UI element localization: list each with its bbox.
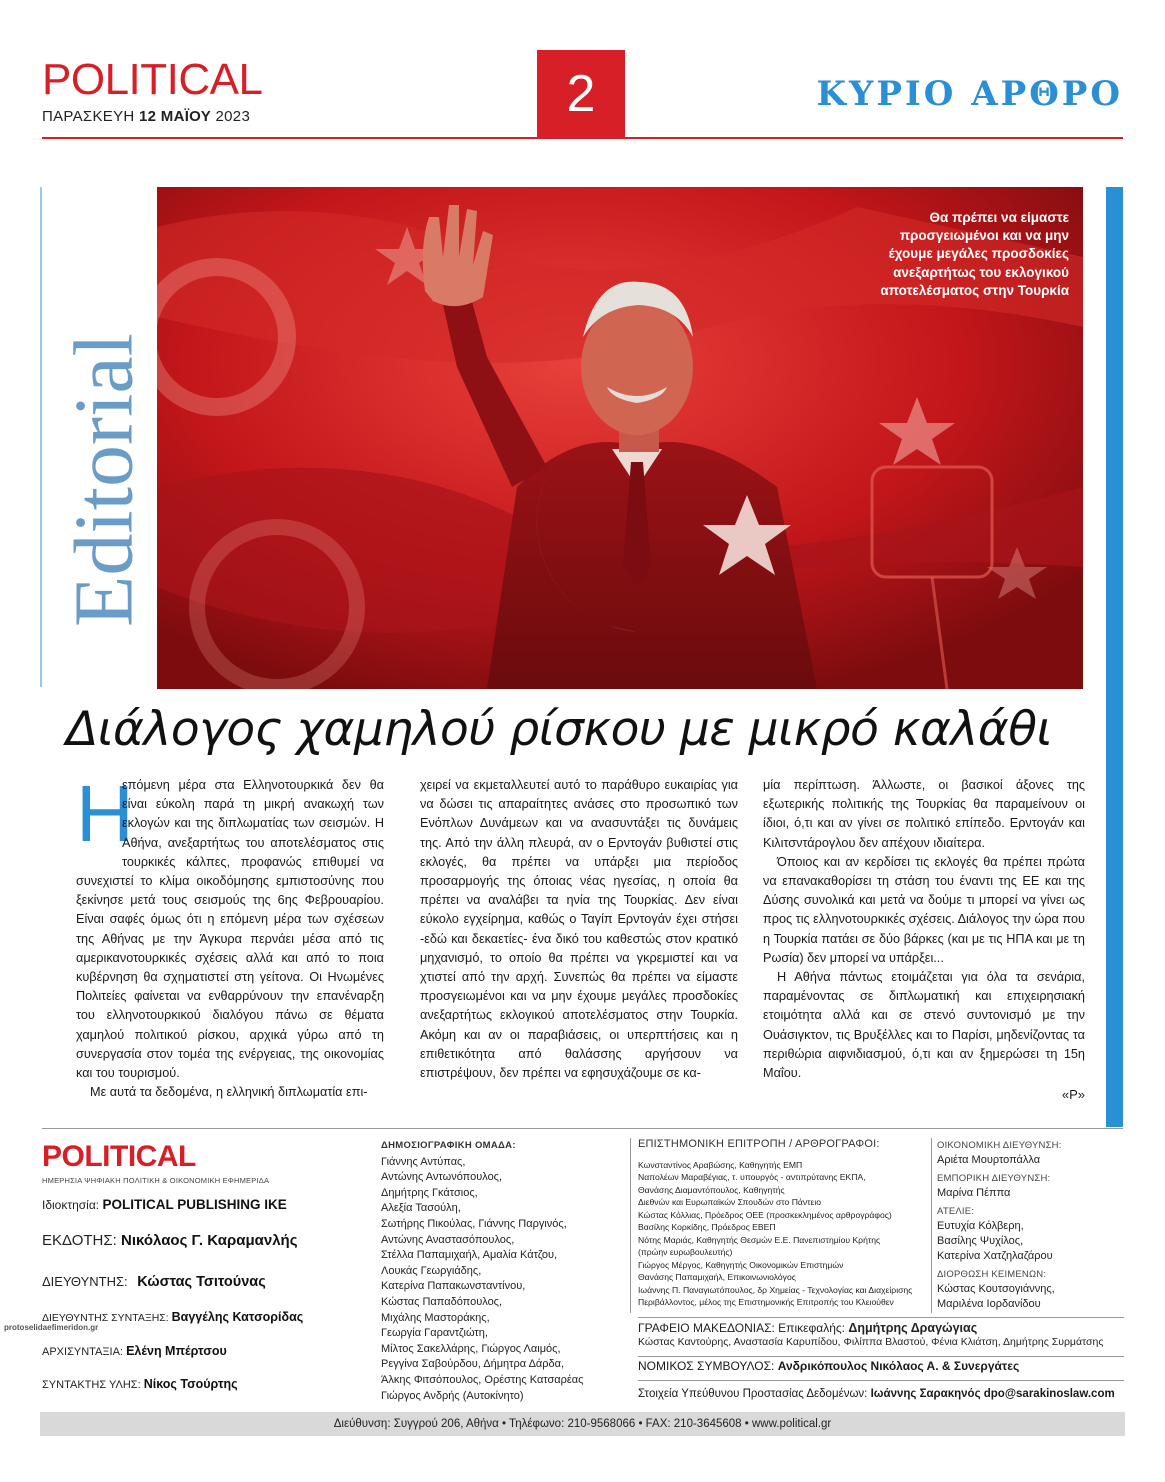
staff-name: Γιώργος Ανδρής (Αυτοκίνητο) [381,1389,524,1402]
management-heading: ΟΙΚΟΝΟΜΙΚΗ ΔΙΕΥΘΥΝΣΗ: [937,1140,1062,1151]
management-heading: ΑΤΕΛΙΕ: [937,1206,975,1217]
section-rule [638,1380,1124,1381]
article-paragraph: χειρεί να εκμεταλλευτεί αυτό το παράθυρο ευκαιρίας για να δώσει τις απαραίτητες ανάσες στο προσωπικό των Ενόπλων Δυνάμεων και να ανασυντάξει τις δυνάμεις της. Από την άλλη πλευρά, αν ο Ερντογάν βυθιστεί στις εκλογές, θα πρέπει να υπάρξει μια περίοδος προσαρμογής της όποιας νέας ηγεσίας, η οποία θα πρέπει να αναλάβει τα ηνία της Τουρκίας. Δεν είναι εύκολο εγχείρημα, καθώς ο Ταγίπ Ερντογάν έχει στήσει -εδώ και δεκαετίες- ένα δικό του καθεστώς στον κρατικό μηχανισμό, το οποίο θα πρέπει να γκρεμιστεί και να χτιστεί από την αρχή. Συνεπώς θα πρέπει να είμαστε προσγειωμένοι και να μην έχουμε μεγάλες προσδοκίες ανεξαρτήτως εκλογικού αποτελέσματος στην Τουρκία. Ακόμη και αν οι παραβιάσεις, οι υπερπτήσεις και η επιθετικότητα από θαλάσσης αργήσουν να επιστρέψουν, δεν πρέπει να εφησυχάζουμε σε κα- [420,778,738,1081]
director-line [42,1274,266,1290]
management-name: Κώστας Κουτσογιάννης, [937,1283,1055,1295]
owner-label: Ιδιοκτησία: [42,1198,100,1212]
staff-name: Αλεξία Τασούλη, [381,1202,461,1215]
issue-day: ΠΑΡΑΣΚΕΥΗ [42,108,135,125]
article-paragraph-text: επόμενη μέρα στα Ελληνοτουρκικά δεν θα είναι εύκολη παρά τη μικρή ανακωχή των εκλογών και της διπλωματίας των σεισμών. Η Αθήνα, ανεξαρτήτως του αποτελέσματος στις τουρκικές κάλπες, προφανώς επιθυμεί να συνεχιστεί το κλίμα οικοδόμησης εμπιστοσύνης που ξεκίνησε μετά τους σεισμούς της 6ης Φεβρουαρίου. Είναι σαφές όμως ότι η επόμενη μέρα των σχέσεων της Αθήνας με την Άγκυρα περνάει μέσα από τις αμερικανοτουρκικές σχέσεις αλλά και από το ποια κυβέρνηση θα σχηματιστεί στη γείτονα. Οι Ηνωμένες Πολιτείες φαίνεται να ενθαρρύνουν την επανέναρξη του ελληνοτουρκικού διαλόγου πάνω σε θέματα χαμηλού πολιτικού ρίσκου, αρχικά γύρω από τη συνεργασία στον τομέα της ενέργειας, της οικονομίας και του τουρισμού. [76,778,384,1081]
staff-name: Αντώνης Αναστασόπουλος, [381,1233,515,1246]
publisher-label: ΕΚΔΟΤΗΣ: [42,1232,117,1249]
committee-line: Θανάσης Διαμαντόπουλος, Καθηγητής [638,1184,785,1195]
article-paragraph: μία περίπτωση. Άλλωστε, οι βασικοί άξονες της εξωτερικής πολιτικής της Τουρκίας θα παραμείνουν οι ίδιοι, ό,τι και αν γίνει σε πολιτικό επίπεδο. Ερντογάν και Κιλιτσντάρογλου δεν απέχουν ιδιαίτερα. [763,778,1085,850]
article-column-2 [420,776,738,1083]
committee-line: Γιώργος Μέργος, Καθηγητής Οικονομικών Επιστημών [638,1259,844,1270]
article-paragraph: Η Αθήνα πάντως ετοιμάζεται για όλα τα σενάρια, παραμένοντας σε διπλωματική και επιχειρησιακή ετοιμότητα αλλά και σε στενό συντονισμό με την Ουάσιγκτον, τις Βρυξέλλες και το Παρίσι, μηδενίζοντας τα περιθώρια αιφνιδιασμού, ό,τι και αν ξημερώσει τη 15η Μαΐου. [763,970,1085,1081]
staff-name: Κώστας Παπαδόπουλος, [381,1295,503,1308]
staff-name: Λουκάς Γεωργιάδης, [381,1264,482,1277]
journalist-team [381,1138,626,1404]
hero-photo [157,187,1083,689]
chief-value: Ελένη Μπέρτσου [126,1344,227,1358]
material-value: Νίκος Τσούρτης [143,1377,238,1391]
drop-cap: Η [76,769,134,858]
macedonia-head: Δημήτρης Δραγώγιας [848,1321,978,1335]
committee-line: Ιωάννης Π. Παναγιωτόπουλος, δρ Χημείας - Τεχνολογίας και Διαχείρισης [638,1284,913,1295]
article-paragraph: Με αυτά τα δεδομένα, η ελληνική διπλωματία επι- [90,1085,368,1100]
material-label: ΣΥΝΤΑΚΤΗΣ ΥΛΗΣ: [42,1379,141,1391]
committee-line: Διεθνών και Ευρωπαϊκών Σπουδών στο Πάντειο [638,1197,822,1207]
legal-advisor-label: ΝΟΜΙΚΟΣ ΣΥΜΒΟΥΛΟΣ: [638,1359,775,1373]
committee-line: Ναπολέων Μαραβέγιας, τ. υπουργός - αντιπρύτανης ΕΚΠΑ, [638,1172,866,1182]
owner-value: POLITICAL PUBLISHING IKE [102,1197,287,1212]
editor-line [42,1310,303,1324]
committee-line: Νότης Μαριάς, Καθηγητής Θεσμών Ε.Ε. Πανεπιστημίου Κρήτης [638,1234,881,1245]
staff-name: Κατερίνα Παπακωνσταντίνου, [381,1280,526,1293]
director-label: ΔΙΕΥΘΥΝΤΗΣ: [42,1274,128,1289]
management-name: Μαρίνα Πέππα [937,1187,1011,1199]
owner-line [42,1197,287,1212]
staff-name: Γεωργία Γαραντζιώτη, [381,1327,488,1340]
right-accent-bar [1106,187,1123,1127]
section-title: ΚΥΡΙΟ ΑΡΘΡΟ [816,74,1123,114]
staff-name: Μιχάλης Μαστοράκης, [381,1311,490,1324]
article-headline: Διάλογος χαμηλού ρίσκου με μικρό καλάθι [66,702,1052,757]
watermark: protoselidaefimeridon.gr [4,1323,99,1332]
contact-footer: Διεύθυνση: Συγγρού 206, Αθήνα • Τηλέφωνο: 210-9568066 • FAX: 210-3645608 • www.political.gr [40,1412,1125,1436]
management-block [937,1171,1127,1201]
left-accent-line [40,187,42,687]
staff-name: Σωτήρης Πικούλας, Γιάννης Παργινός, [381,1217,567,1230]
committee-line: Βασίλης Κορκίδης, Πρόεδρος ΕΒΕΠ [638,1222,776,1232]
staff-name: Ρεγγίνα Σαβούρδου, Δήμητρα Δάρδα, [381,1358,565,1371]
masthead-tagline: ΗΜΕΡΗΣΙΑ ΨΗΦΙΑΚΗ ΠΟΛΙΤΙΚΗ & ΟΙΚΟΝΟΜΙΚΗ ΕΦΗΜΕΡΙΔΑ [42,1176,270,1185]
management-name: Ευτυχία Κόλβερη, [937,1220,1024,1232]
data-protection-officer [638,1388,1115,1400]
staff-name: Αντώνης Αντωνόπουλος, [381,1171,503,1184]
editorial-side-label: Editorial [57,333,151,627]
management-block [937,1204,1127,1264]
editor-value: Βαγγέλης Κατσορίδας [171,1310,304,1324]
staff-name: Γιάννης Αντύπας, [381,1155,466,1168]
legal-advisor [638,1359,1019,1373]
article-paragraph: Όποιος και αν κερδίσει τις εκλογές θα πρέπει πρώτα να επανακαθορίσει τη στάση του έναντι της ΕΕ και της Δύσης συνολικά και μετά να δούμε τι μπορεί να γίνει ως προς τις ελληνοτουρκικές σχέσεις. Διάλογος την ώρα που η Τουρκία πατάει σε δύο βάρκες (και με τις ΗΠΑ και με τη Ρωσία) δεν μπορεί να υπάρξει... [763,854,1085,965]
management-name: Μαριλένα Ιορδανίδου [937,1298,1041,1310]
chief-line [42,1344,227,1358]
publisher-value: Νικόλαος Γ. Καραμανλής [121,1232,298,1249]
committee-line: Κωνσταντίνος Αραβώσης, Καθηγητής ΕΜΠ [638,1159,803,1170]
management-block [937,1138,1127,1168]
article-column-3 [763,776,1085,1104]
section-rule [638,1356,1124,1357]
scientific-committee-heading: ΕΠΙΣΤΗΜΟΝΙΚΗ ΕΠΙΤΡΟΠΗ / ΑΡΘΡΟΓΡΑΦΟΙ: [638,1138,880,1150]
issue-year: 2023 [215,108,251,125]
macedonia-head-label: Επικεφαλής: [778,1321,845,1335]
masthead-logo: POLITICAL [42,1140,196,1173]
scientific-committee [638,1138,928,1309]
macedonia-office-line [638,1321,1126,1335]
director-value: Κώστας Τσιτούνας [137,1274,266,1290]
dpo-label: Στοιχεία Υπεύθυνου Προστασίας Δεδομένων: [638,1388,868,1400]
legal-advisor-value: Ανδρικόπουλος Νικόλαος Α. & Συνεργάτες [777,1359,1020,1373]
issue-date-bold: 12 ΜΑΪΟΥ [139,108,212,125]
section-rule [638,1317,1124,1318]
management-heading: ΔΙΟΡΘΩΣΗ ΚΕΙΜΕΝΩΝ: [937,1269,1047,1280]
macedonia-staff: Κώστας Καντούρης, Αναστασία Καρυπίδου, Φιλίππα Βλαστού, Φένια Κλιάτση, Δημήτρης Συρμάτσης [638,1336,1104,1348]
dpo-value: Ιωάννης Σαρακηνός dpo@sarakinoslaw.com [870,1388,1115,1400]
management-heading: ΕΜΠΟΡΙΚΗ ΔΙΕΥΘΥΝΣΗ: [937,1173,1051,1184]
page-number: 2 [537,50,625,138]
article-column-1 [76,769,384,1102]
pull-quote: Θα πρέπει να είμαστε προσγειωμένοι και να μην έχουμε μεγάλες προσδοκίες ανεξαρτήτως του εκλογικού αποτελέσματος στην Τουρκία [880,210,1069,298]
management [937,1138,1127,1315]
committee-line: Κώστας Κόλλιας, Πρόεδρος ΟΕΕ (προσκεκλημένος αρθρογράφος) [638,1209,892,1220]
committee-line: Περιβάλλοντος, μέλος της Επιστημονικής Επιτροπής του Κλειούθεν [638,1297,894,1307]
management-name: Βασίλης Ψυχίλος, [937,1235,1024,1247]
management-block [937,1267,1127,1312]
chief-label: ΑΡΧΙΣΥΝΤΑΞΙΑ: [42,1346,123,1358]
newspaper-brand: POLITICAL [42,55,263,104]
masthead-rule [42,1128,1123,1129]
macedonia-office-label: ΓΡΑΦΕΙΟ ΜΑΚΕΔΟΝΙΑΣ: [638,1321,775,1335]
committee-line: Θανάσης Παπαμιχαήλ, Επικοινωνιολόγος [638,1272,796,1282]
staff-name: Μίλτος Σακελλάρης, Γιώργος Λαιμός, [381,1342,561,1355]
publisher-line [42,1232,298,1249]
staff-name: Άλκης Φιτσόπουλος, Ορέστης Κατσαρέας [381,1373,584,1386]
management-name: Αριέτα Μουρτοπάλλα [937,1154,1041,1166]
editor-label: ΔΙΕΥΘΥΝΤΗΣ ΣΥΝΤΑΞΗΣ: [42,1312,169,1324]
column-separator [931,1138,932,1313]
article-paragraph [76,769,384,1083]
committee-line: (πρώην ευρωβουλευτής) [638,1247,733,1257]
management-name: Κατερίνα Χατζηλαζάρου [937,1250,1053,1262]
staff-name: Δημήτρης Γκάτσιος, [381,1186,478,1199]
material-line [42,1377,238,1391]
article-signature: «Ρ» [1061,1087,1085,1103]
header-rule [42,137,1123,139]
journalist-team-heading: ΔΗΜΟΣΙΟΓΡΑΦΙΚΗ ΟΜΑΔΑ: [381,1140,516,1151]
issue-date [42,108,250,125]
staff-name: Στέλλα Παπαμιχαήλ, Αμαλία Κάτζου, [381,1249,558,1262]
macedonia-office [638,1321,1126,1348]
column-separator [630,1138,631,1313]
